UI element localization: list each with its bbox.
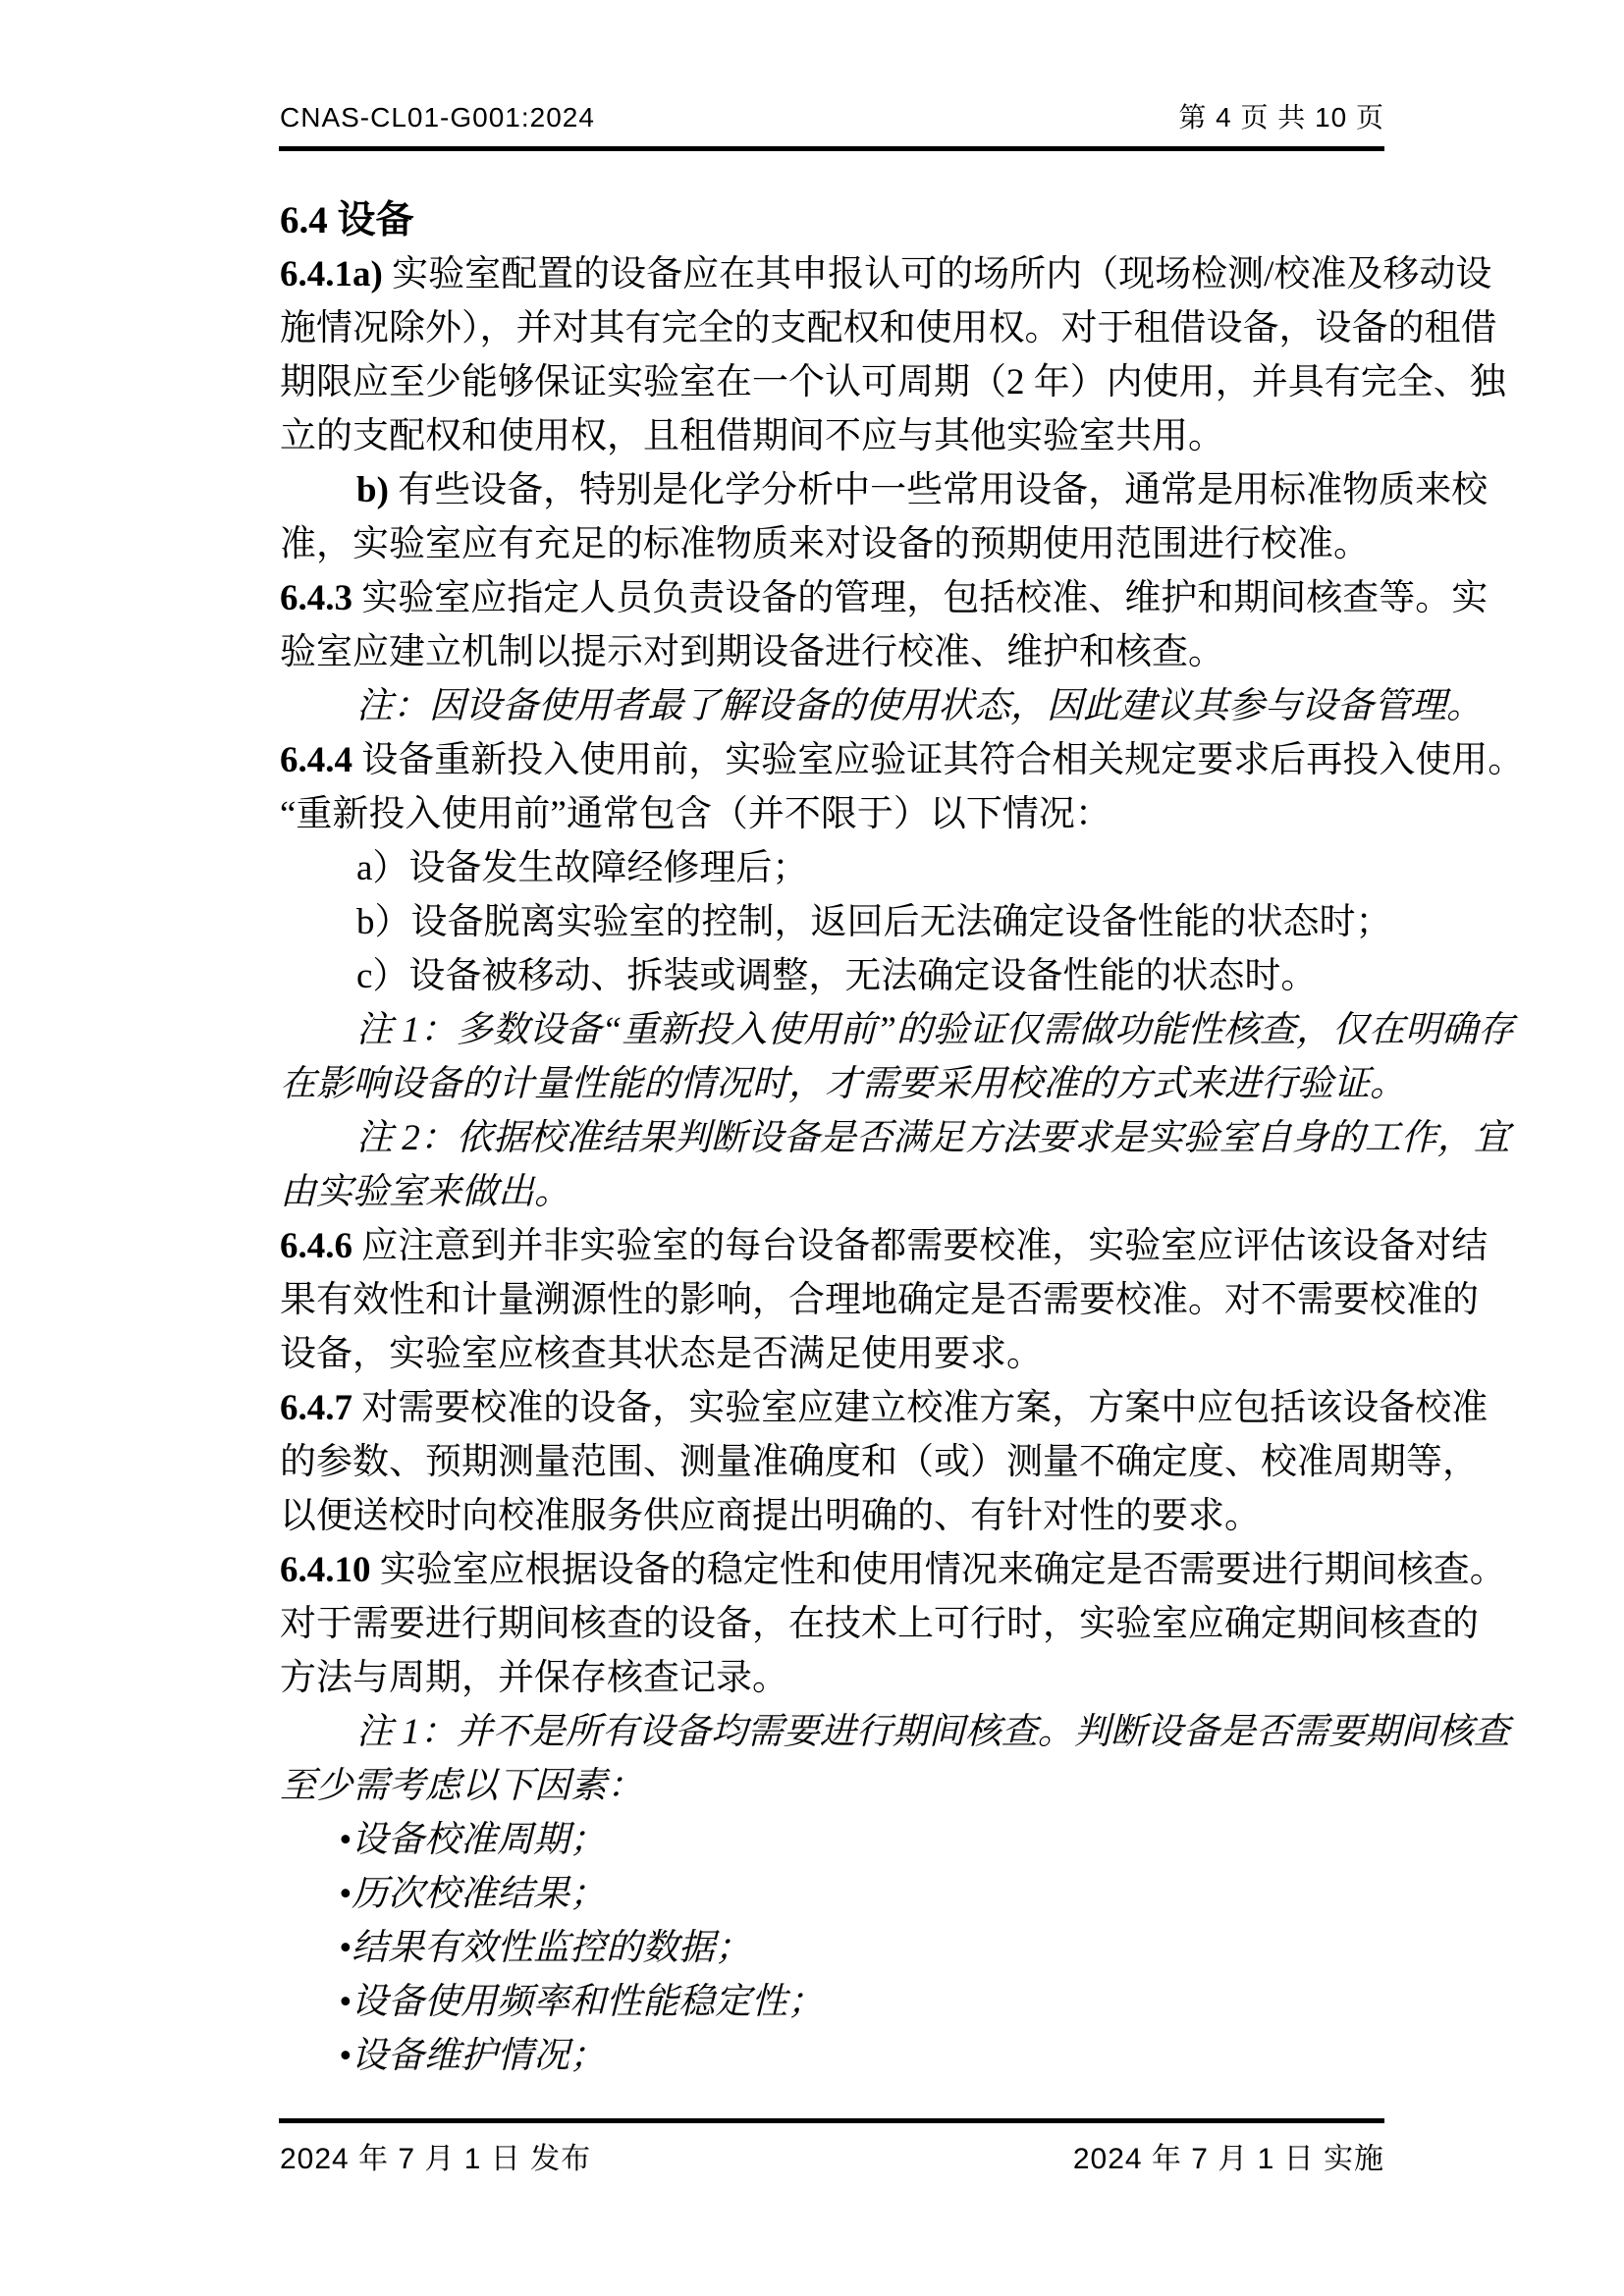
clause-number: b): [356, 470, 389, 510]
text-line: c）设备被移动、拆装或调整，无法确定设备性能的状态时。: [356, 956, 1318, 996]
clause-number: 6.4.10: [280, 1550, 371, 1590]
text-line: •设备使用频率和性能稳定性；: [339, 1982, 824, 2022]
clause-number: 6.4.7: [280, 1388, 352, 1428]
text-line: 6.4.7 对需要校准的设备，实验室应建立校准方案，方案中应包括该设备校准: [280, 1388, 1489, 1428]
text-line: 注 1：多数设备“重新投入使用前”的验证仅需做功能性核查，仅在明确存: [356, 1010, 1514, 1050]
text-line: 注 1：并不是所有设备均需要进行期间核查。判断设备是否需要期间核查: [356, 1712, 1510, 1752]
clause-number: 6.4.4: [280, 740, 352, 780]
text-line: 6.4.1a) 实验室配置的设备应在其申报认可的场所内（现场检测/校准及移动设: [280, 254, 1492, 294]
text-line: 准，实验室应有充足的标准物质来对设备的预期使用范围进行校准。: [280, 524, 1370, 564]
header-rule: [279, 146, 1384, 151]
text-line: 6.4.3 实验室应指定人员负责设备的管理，包括校准、维护和期间核查等。实: [280, 578, 1489, 618]
text-line: •历次校准结果；: [339, 1874, 606, 1914]
footer-rule: [279, 2118, 1384, 2123]
text-line: a）设备发生故障经修理后；: [356, 848, 809, 888]
page-number-indicator: 第 4 页 共 10 页: [1178, 102, 1384, 133]
text-line: •设备维护情况；: [339, 2036, 606, 2076]
text-line: 在影响设备的计量性能的情况时，才需要采用校准的方式来进行验证。: [280, 1064, 1406, 1104]
text-line: 对于需要进行期间核查的设备，在技术上可行时，实验室应确定期间核查的: [280, 1604, 1479, 1644]
clause-number: 6.4.6: [280, 1226, 352, 1266]
document-body: [280, 193, 1525, 2083]
text-line: 果有效性和计量溯源性的影响，合理地确定是否需要校准。对不需要校准的: [280, 1280, 1479, 1320]
text-line: 以便送校时向校准服务供应商提出明确的、有针对性的要求。: [280, 1496, 1261, 1536]
page-footer: [280, 2134, 1384, 2177]
text-line: 6.4.4 设备重新投入使用前，实验室应验证其符合相关规定要求后再投入使用。: [280, 740, 1525, 780]
text-line: 6.4.6 应注意到并非实验室的每台设备都需要校准，实验室应评估该设备对结: [280, 1226, 1489, 1266]
implementation-date: 2024 年 7 月 1 日 实施: [1072, 2143, 1384, 2175]
text-line: •设备校准周期；: [339, 1820, 606, 1860]
clause-number: 6.4.3: [280, 578, 352, 618]
text-line: 期限应至少能够保证实验室在一个认可周期（2 年）内使用，并具有完全、独: [280, 362, 1506, 402]
text-line: b）设备脱离实验室的控制，返回后无法确定设备性能的状态时；: [356, 902, 1392, 942]
text-line: 由实验室来做出。: [280, 1172, 570, 1212]
text-line: 注：因设备使用者最了解设备的使用状态，因此建议其参与设备管理。: [356, 686, 1483, 726]
text-line: 设备，实验室应核查其状态是否满足使用要求。: [280, 1334, 1043, 1374]
text-line: 验室应建立机制以提示对到期设备进行校准、维护和核查。: [280, 632, 1224, 672]
document-code: CNAS-CL01-G001:2024: [280, 102, 595, 133]
text-line: 方法与周期，并保存核查记录。: [280, 1658, 788, 1698]
text-line: 注 2：依据校准结果判断设备是否满足方法要求是实验室自身的工作，宜: [356, 1118, 1510, 1158]
text-line: 至少需考虑以下因素：: [280, 1766, 643, 1806]
text-line: b) 有些设备，特别是化学分析中一些常用设备，通常是用标准物质来校: [356, 470, 1489, 510]
text-line: 的参数、预期测量范围、测量准确度和（或）测量不确定度、校准周期等，: [280, 1442, 1479, 1482]
text-line: 立的支配权和使用权，且租借期间不应与其他实验室共用。: [280, 416, 1224, 456]
clause-number: 6.4.1a): [280, 254, 383, 294]
clause-number: 6.4: [280, 199, 328, 241]
text-line: 6.4.10 实验室应根据设备的稳定性和使用情况来确定是否需要进行期间核查。: [280, 1550, 1506, 1590]
text-line: •结果有效性监控的数据；: [339, 1928, 751, 1968]
page-header: [280, 96, 1384, 135]
section-heading: 6.4 设备: [280, 199, 414, 241]
release-date: 2024 年 7 月 1 日 发布: [280, 2143, 592, 2175]
text-line: “重新投入使用前”通常包含（并不限于）以下情况：: [280, 794, 1111, 834]
text-line: 施情况除外），并对其有完全的支配权和使用权。对于租借设备，设备的租借: [280, 308, 1497, 348]
